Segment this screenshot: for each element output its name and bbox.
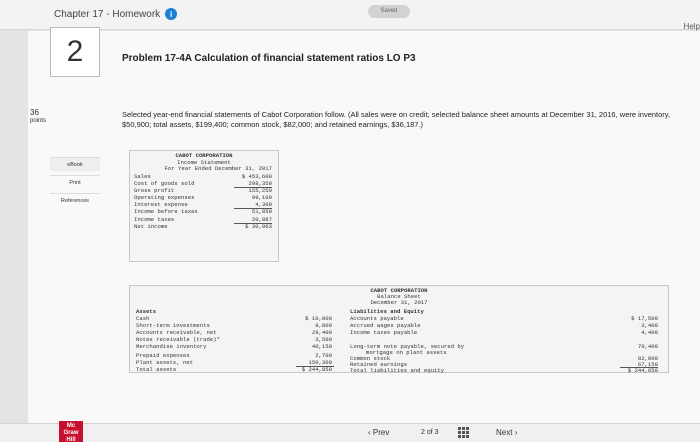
liability-value: $ 17,500 [631,315,658,322]
help-link[interactable]: Help [683,22,700,31]
income-company-name: CABOT CORPORATION [175,152,233,159]
asset-value: $ 244,850 [301,366,332,373]
balance-sheet [129,285,669,373]
assignment-title-text: Chapter 17 - Homework [54,8,161,20]
balance-sheet-title: Balance Sheet [377,293,421,300]
page-total: 3 [434,429,439,436]
income-row-value: 51,850 [251,208,272,216]
asset-value: 8,800 [315,322,332,329]
grid-icon[interactable] [458,427,469,438]
bottom-bar [0,423,700,442]
liability-value: 3,400 [641,322,658,329]
income-row-label: Interest expense [134,201,188,209]
liability-label: Income taxes payable [350,329,418,336]
logo-text: Mc [66,423,76,429]
references-button[interactable]: References [50,193,100,207]
info-icon[interactable]: i [165,8,177,20]
assignment-title [54,8,177,20]
asset-label: Short-term investments [136,322,210,329]
logo-text: Graw [63,430,79,436]
problem-title: Problem 17-4A Calculation of financial statement ratios LO P3 [122,53,416,64]
liability-label: Accrued wages payable [350,322,421,329]
income-row-value: 99,100 [251,194,272,202]
liability-label: Total liabilities and equity [350,367,444,374]
next-button[interactable] [496,428,517,437]
liability-value: $ 244,850 [627,367,658,374]
asset-value: 29,400 [311,329,332,336]
problem-description: Selected year-end financial statements of Cabot Corporation follow. (All sales were on credit; selected balance sheet amounts at December 31, 2016, were inventory, $50,900; total assets, $199,400; common stock, $82,000; and retained earnings, $36,187.) [122,110,671,129]
top-bar [0,0,700,30]
mcgraw-hill-logo [59,421,83,442]
liability-label: Common stock [350,355,391,362]
income-row [130,208,278,215]
income-row [130,223,278,230]
income-row-label: Cost of goods sold [134,179,195,187]
liability-label: Long-term note payable, secured by [350,343,465,350]
liability-label: Accounts payable [350,315,404,322]
income-row [130,187,278,194]
income-period: For Year Ended December 31, 2017 [164,165,272,172]
income-row-label: Income before taxes [134,208,198,216]
income-row [130,201,278,208]
logo-text: Hill [66,437,76,442]
print-button[interactable]: Print [50,175,100,189]
points-label: points [30,118,47,124]
income-statement-title: Income Statement [177,158,231,166]
asset-value: 150,300 [308,359,332,366]
income-row-value: 4,300 [255,201,272,209]
next-label: Next [496,428,513,437]
asset-value: $ 10,000 [305,315,332,322]
income-row-value: $ 30,963 [245,222,272,230]
prev-button[interactable] [368,428,389,437]
page-of: of [426,429,433,436]
balance-company-name: CABOT CORPORATION [370,287,428,294]
income-row [130,194,278,201]
asset-label: Cash [136,315,150,322]
prev-label: Prev [372,428,390,437]
assets-header: Assets [136,308,157,315]
asset-label: Prepaid expenses [136,352,190,359]
liability-label: mortgage on plant assets [366,349,447,356]
asset-label: Plant assets, net [136,359,194,366]
asset-label: Merchandise inventory [136,343,207,350]
income-statement [129,150,279,262]
income-row-value: $ 453,600 [241,172,272,180]
balance-sheet-date: December 31, 2017 [370,299,428,306]
income-row [130,173,278,180]
points-value: 36 [30,108,39,117]
income-row [130,216,278,223]
liability-value: 70,400 [637,343,658,350]
liability-value: 67,150 [637,361,658,368]
income-row-label: Operating expenses [134,194,195,202]
liabilities-header: Liabilities and Equity [350,308,424,315]
asset-label: Total assets [136,366,177,373]
asset-value: 3,500 [315,336,332,343]
income-row-label: Net income [134,222,168,230]
income-row [130,180,278,187]
chevron-right-icon: › [514,428,518,437]
question-number: 2 [50,27,100,77]
income-row-value: 20,887 [251,215,272,223]
asset-label: Accounts receivable, net [136,329,217,336]
ebook-button[interactable]: eBook [50,157,100,171]
asset-label: Notes receivable (trade)* [136,336,220,343]
income-row-value: 298,350 [248,179,272,187]
asset-value: 2,700 [315,352,332,359]
income-row-label: Gross profit [134,186,175,194]
income-row-value: 155,250 [248,186,272,194]
liability-value: 82,000 [637,355,658,362]
chevron-left-icon: ‹ [368,428,371,437]
liability-label: Retained earnings [350,361,408,368]
liability-value: 4,400 [641,329,658,336]
income-row-label: Sales [134,172,151,180]
saved-status-badge: Saved [368,5,410,18]
page-indicator [421,429,439,436]
points-indicator [30,108,46,126]
asset-value: 40,150 [311,343,332,350]
page-current: 2 [421,429,425,436]
income-row-label: Income taxes [134,215,175,223]
